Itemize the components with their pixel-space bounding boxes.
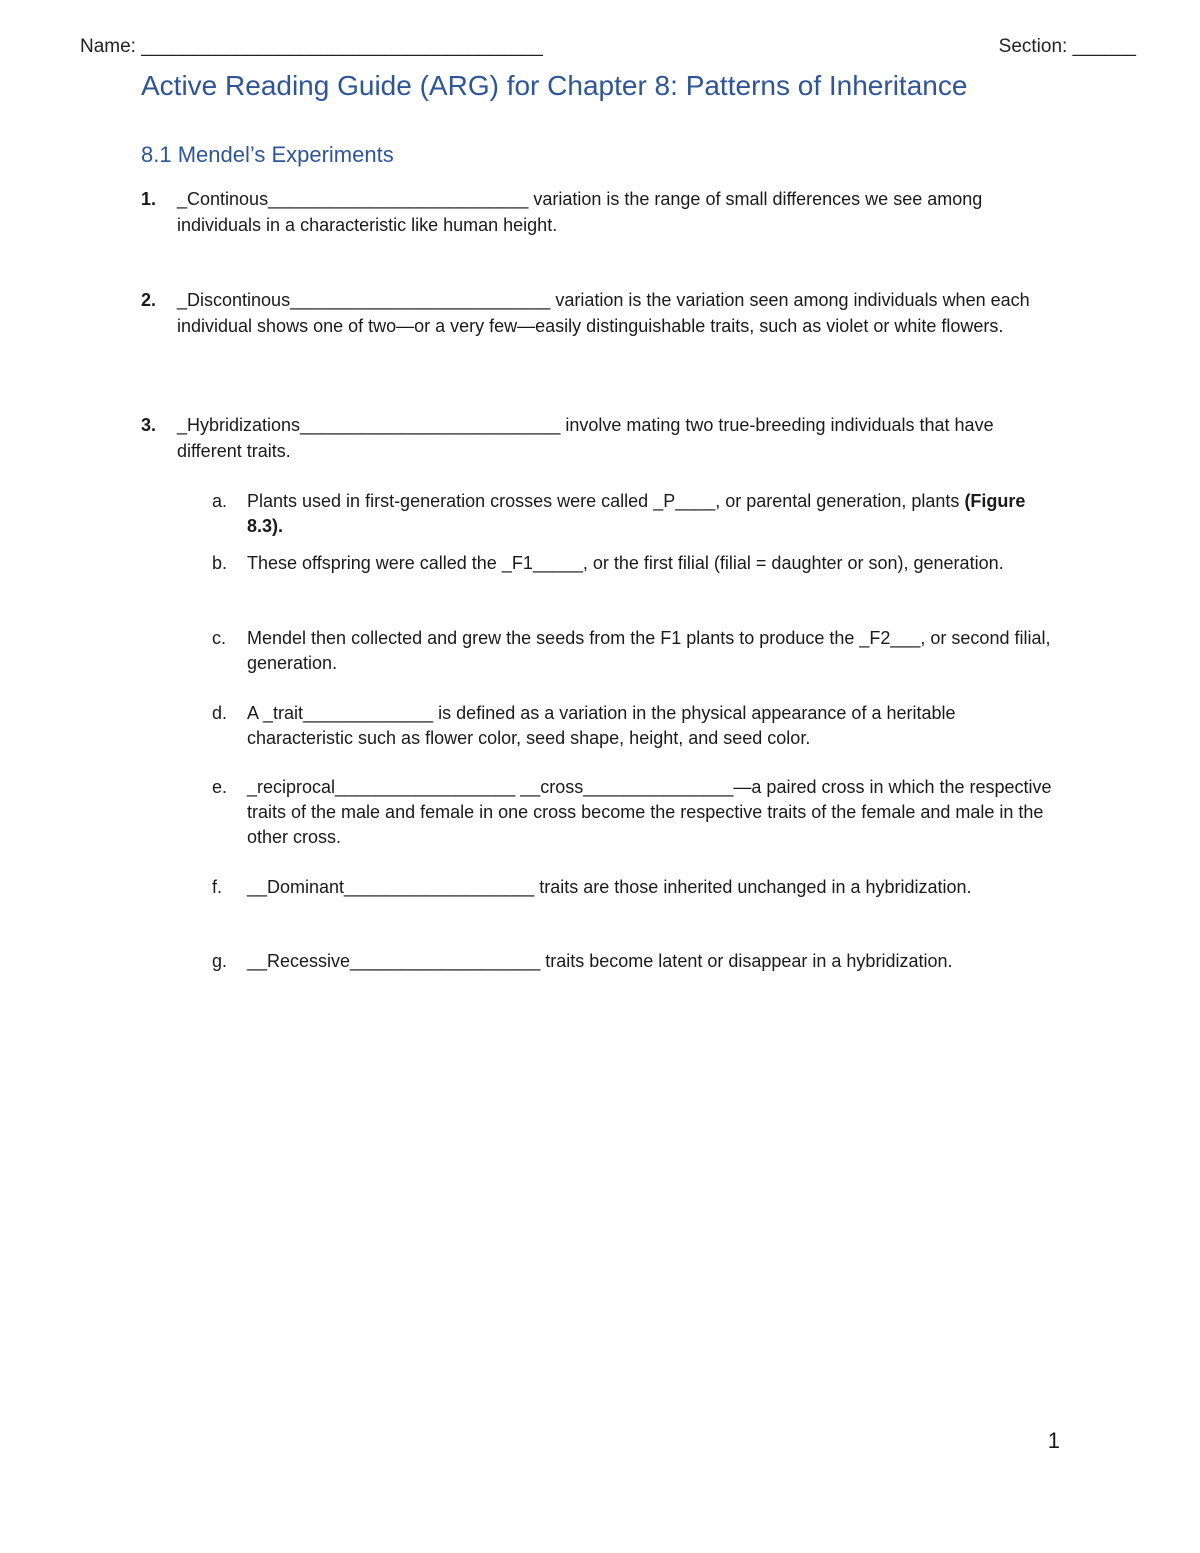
sub-item-text: Mendel then collected and grew the seeds from the F1 plants to produce the _F2___, or second filial, generation.: [247, 628, 1051, 673]
sub-item-text-wrap: [247, 489, 1052, 539]
question-number: 3.: [141, 415, 157, 435]
sub-item-text: Plants used in first-generation crosses were called _P____, or parental generation, plants: [247, 491, 960, 511]
sub-item-text: _reciprocal__________________ __cross_______________—a paired cross in which the respective traits of the male and female in one cross become the respective traits of the female and male in the other cross.: [247, 777, 1052, 847]
question-text: _Continous__________________________ variation is the range of small differences we see among individuals in a characteristic like human height.: [177, 189, 983, 235]
sub-item-letter: f.: [212, 877, 223, 897]
sub-item-c: [212, 626, 1052, 676]
question-1: [141, 186, 1061, 238]
sub-item-letter: e.: [212, 777, 228, 797]
question-number: 1.: [141, 189, 157, 209]
sub-item-text: These offspring were called the _F1_____, or the first filial (filial = daughter or son), generation.: [247, 553, 1004, 573]
sub-item-e: [212, 775, 1052, 850]
sub-item-g: [212, 949, 1052, 974]
question-3: [141, 412, 1061, 464]
sub-item-letter: b.: [212, 553, 228, 573]
sub-item-text: __Recessive___________________ traits become latent or disappear in a hybridization.: [247, 951, 953, 971]
sub-item-b: [212, 551, 1052, 576]
sub-item-letter: g.: [212, 951, 228, 971]
question-text: _Hybridizations__________________________ involve mating two true-breeding individuals that have different traits.: [177, 415, 994, 461]
page-title: Active Reading Guide (ARG) for Chapter 8: Patterns of Inheritance: [141, 70, 968, 101]
name-line: Name: ______________________________________: [80, 36, 543, 57]
page-number: 1: [1047, 1428, 1060, 1453]
sub-item-a: [212, 489, 1052, 539]
sub-item-text: A _trait_____________ is defined as a variation in the physical appearance of a heritable characteristic such as flower color, seed shape, height, and seed color.: [247, 703, 956, 748]
sub-item-d: [212, 701, 1052, 751]
section-line: Section: ______: [998, 36, 1136, 57]
sub-item-text: __Dominant___________________ traits are those inherited unchanged in a hybridization.: [247, 877, 972, 897]
sub-item-letter: a.: [212, 491, 228, 511]
question-text: _Discontinous__________________________ variation is the variation seen among individuals when each individual shows one of two—or a very few—easily distinguishable traits, such as violet or white flowers.: [177, 290, 1030, 336]
figure-reference: (Figure 8.3).: [247, 491, 1026, 536]
sub-item-letter: d.: [212, 703, 228, 723]
question-number: 2.: [141, 290, 157, 310]
sub-item-letter: c.: [212, 628, 227, 648]
question-2: [141, 287, 1061, 339]
sub-item-f: [212, 875, 1052, 900]
section-heading: 8.1 Mendel’s Experiments: [141, 142, 394, 167]
